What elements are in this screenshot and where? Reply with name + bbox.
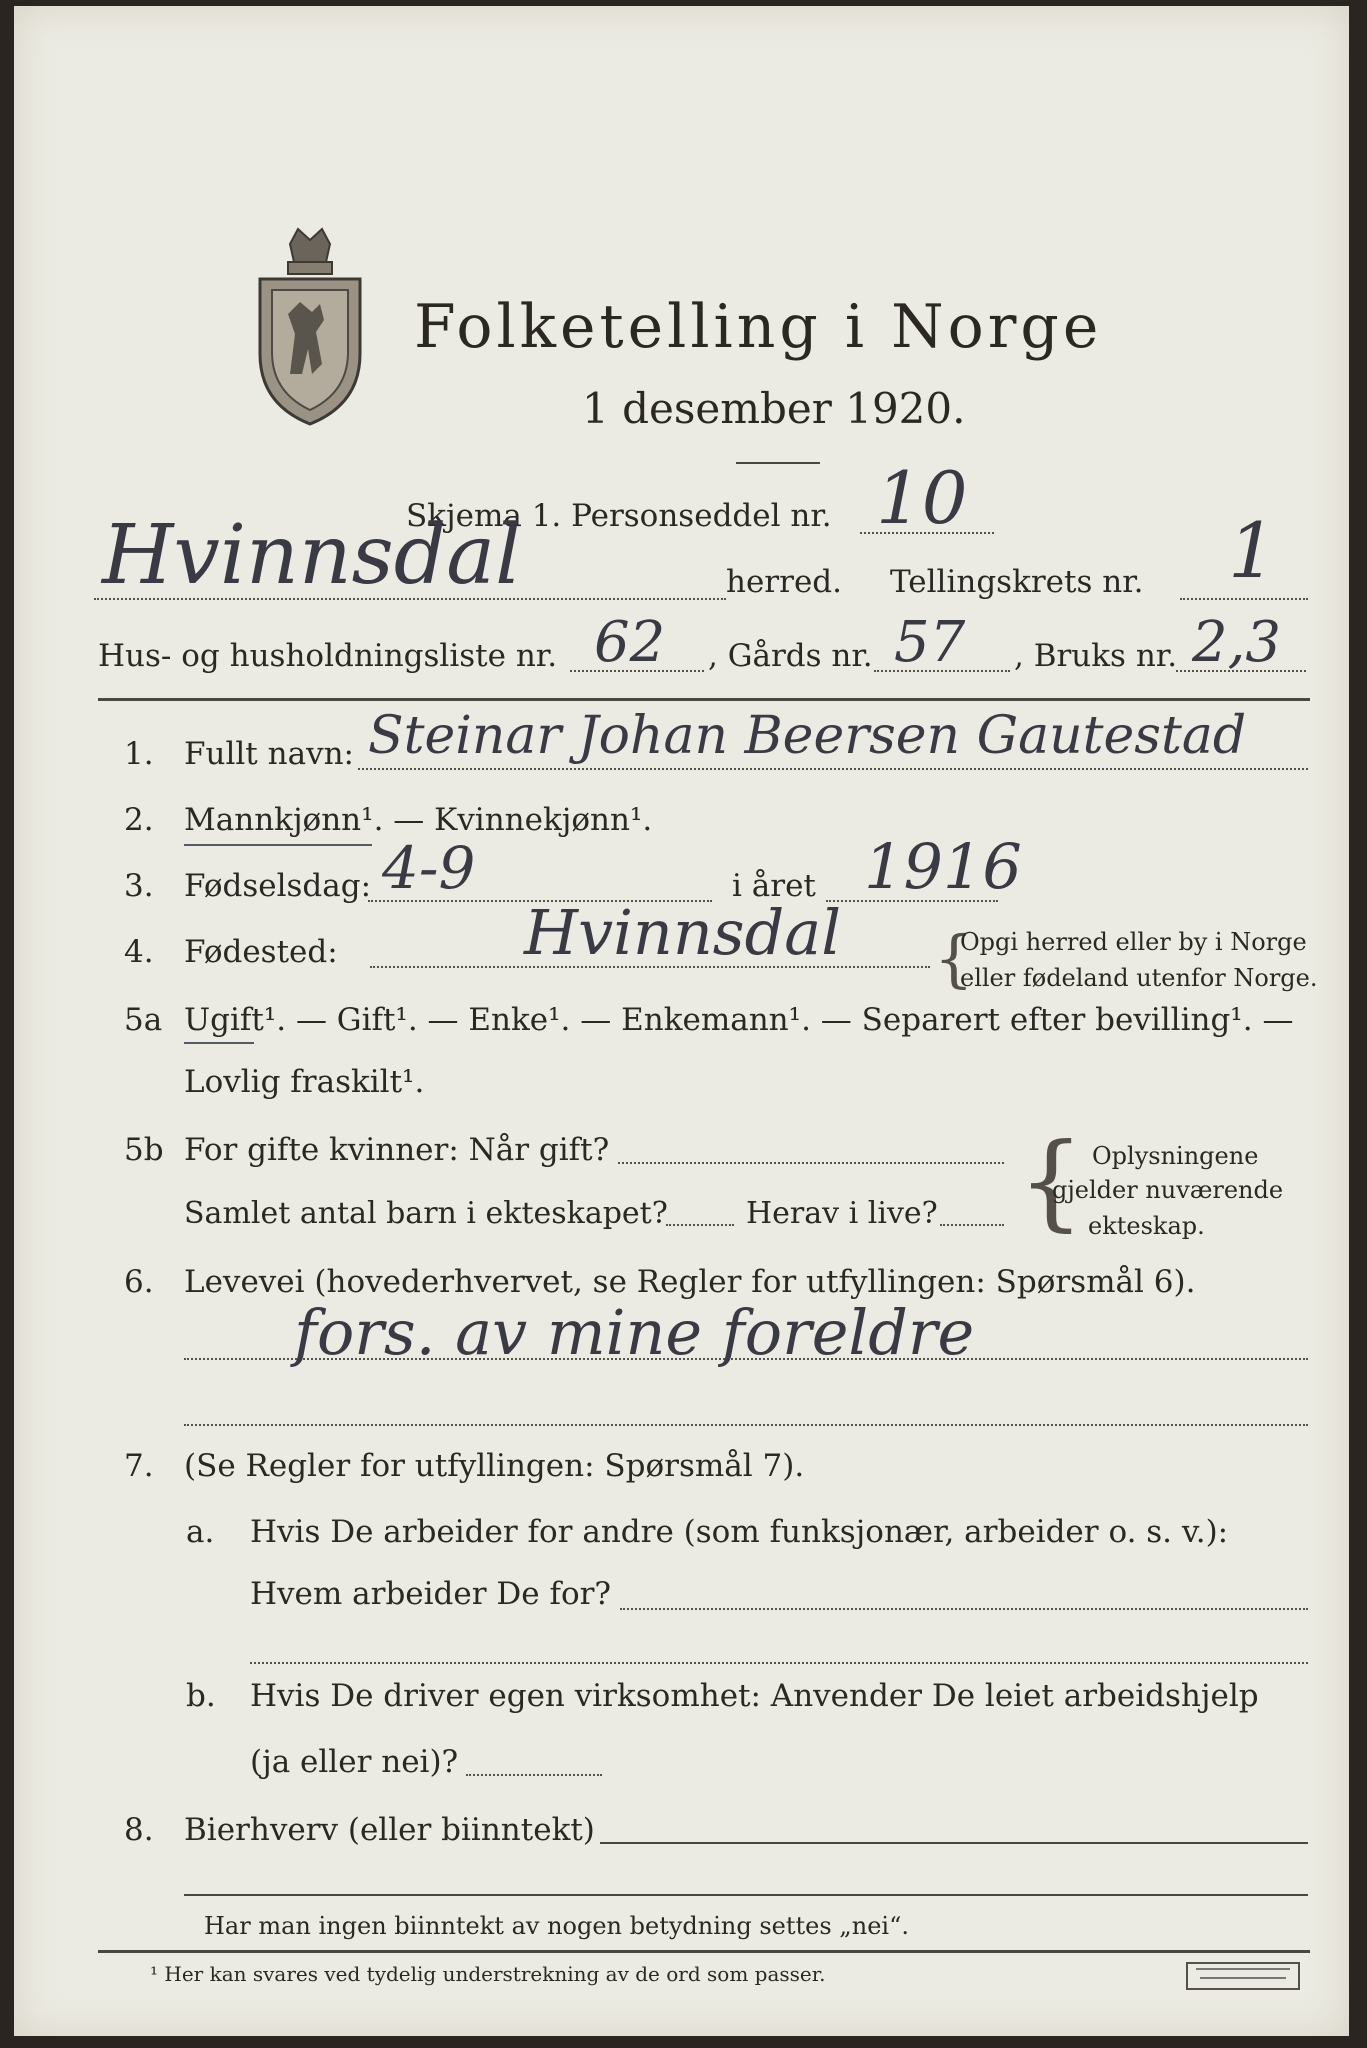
q5a-number: 5a xyxy=(124,1002,163,1038)
q7b-label: Hvis De driver egen virksomhet: Anvender De leiet arbeidshjelp xyxy=(250,1678,1259,1714)
q7a-label: Hvis De arbeider for andre (som funksjonær, arbeider o. s. v.): xyxy=(250,1514,1229,1550)
q5a-options: Ugift¹. — Gift¹. — Enke¹. — Enkemann¹. — Separert efter bevilling¹. — xyxy=(184,1002,1294,1038)
q2-number: 2. xyxy=(124,802,154,838)
q5a-options-cont: Lovlig fraskilt¹. xyxy=(184,1064,425,1100)
birthplace-value: Hvinnsdal xyxy=(524,896,842,969)
occupation-field-2[interactable] xyxy=(184,1424,1308,1426)
q4-number: 4. xyxy=(124,934,154,970)
employer-field[interactable] xyxy=(620,1608,1308,1610)
tellingskrets-label: Tellingskrets nr. xyxy=(890,564,1144,600)
husliste-value: 62 xyxy=(594,610,666,675)
tellingskrets-field[interactable] xyxy=(1180,598,1308,600)
q7-label: (Se Regler for utfyllingen: Spørsmål 7). xyxy=(184,1448,805,1484)
q6-label: Levevei (hovederhvervet, se Regler for utfyllingen: Spørsmål 6). xyxy=(184,1264,1196,1300)
q3-number: 3. xyxy=(124,868,154,904)
q7a-employer-label: Hvem arbeider De for? xyxy=(250,1576,612,1612)
gards-label: , Gårds nr. xyxy=(708,638,873,674)
children-alive-field[interactable] xyxy=(940,1224,1004,1226)
q7a-extra-field[interactable] xyxy=(250,1662,1308,1664)
q5b-married-label: For gifte kvinner: Når gift? xyxy=(184,1132,610,1168)
q8-label: Bierhverv (eller biinntekt) xyxy=(184,1812,595,1848)
q7-number: 7. xyxy=(124,1448,154,1484)
q1-number: 1. xyxy=(124,736,154,772)
form-date: 1 desember 1920. xyxy=(582,384,966,433)
birthday-value: 4-9 xyxy=(382,834,476,902)
herred-value: Hvinnsdal xyxy=(102,508,522,603)
bruks-label: , Bruks nr. xyxy=(1014,638,1178,674)
q7b-answer-label: (ja eller nei)? xyxy=(250,1744,459,1780)
q5b-note-1: Oplysningene xyxy=(1092,1142,1259,1170)
footnote: ¹ Her kan svares ved tydelig understrekning av de ord som passer. xyxy=(150,1962,826,1986)
herred-label: herred. xyxy=(726,564,842,600)
bruks-value: 2,3 xyxy=(1192,610,1282,675)
birthplace-note-2: eller fødeland utenfor Norge. xyxy=(960,964,1318,992)
side-income-field-1[interactable] xyxy=(600,1842,1308,1844)
q5b-brace: { xyxy=(1018,1120,1085,1242)
q5b-alive-label: Herav i live? xyxy=(746,1196,938,1231)
q1-label: Fullt navn: xyxy=(184,736,354,772)
married-when-field[interactable] xyxy=(618,1162,1004,1164)
q8-number: 8. xyxy=(124,1812,154,1848)
printer-stamp xyxy=(1186,1962,1300,1990)
q7b-letter: b. xyxy=(186,1678,216,1714)
birth-year-label: i året xyxy=(732,868,816,904)
husliste-label: Hus- og husholdningsliste nr. xyxy=(98,638,558,674)
q2-options: Mannkjønn¹. — Kvinnekjønn¹. xyxy=(184,802,653,838)
full-name-field[interactable] xyxy=(358,768,1308,770)
mannkjonn-underline xyxy=(184,844,372,846)
occupation-value: fors. av mine foreldre xyxy=(294,1296,975,1369)
q5b-note-3: ekteskap. xyxy=(1088,1212,1205,1240)
hired-help-field[interactable] xyxy=(466,1774,602,1776)
q3-label: Fødselsdag: xyxy=(184,868,372,904)
side-income-field-2[interactable] xyxy=(184,1894,1308,1896)
ugift-underline xyxy=(184,1042,254,1044)
birth-year-value: 1916 xyxy=(864,830,1022,903)
header-divider xyxy=(98,698,1310,701)
census-form xyxy=(14,6,1349,2036)
children-count-field[interactable] xyxy=(666,1224,734,1226)
gards-value: 57 xyxy=(894,610,966,675)
q4-label: Fødested: xyxy=(184,934,338,970)
birthplace-note-1: Opgi herred eller by i Norge xyxy=(960,928,1307,956)
title-divider xyxy=(736,462,820,464)
tellingskrets-value: 1 xyxy=(1228,506,1277,595)
side-income-note: Har man ingen biinntekt av nogen betydning settes „nei“. xyxy=(204,1912,909,1940)
coat-of-arms-icon xyxy=(250,224,370,429)
q5b-note-2: gjelder nuværende xyxy=(1052,1176,1284,1204)
full-name-value: Steinar Johan Beersen Gautestad xyxy=(368,706,1247,766)
q5b-number: 5b xyxy=(124,1132,164,1168)
footer-divider xyxy=(98,1950,1310,1953)
skjema-label: Skjema 1. Personseddel nr. xyxy=(406,498,832,534)
birthplace-brace: { xyxy=(934,922,974,995)
personseddel-value: 10 xyxy=(876,456,968,540)
q6-number: 6. xyxy=(124,1264,154,1300)
q7a-letter: a. xyxy=(186,1514,215,1550)
q5b-children-label: Samlet antal barn i ekteskapet? xyxy=(184,1196,668,1231)
form-title: Folketelling i Norge xyxy=(414,292,1103,362)
